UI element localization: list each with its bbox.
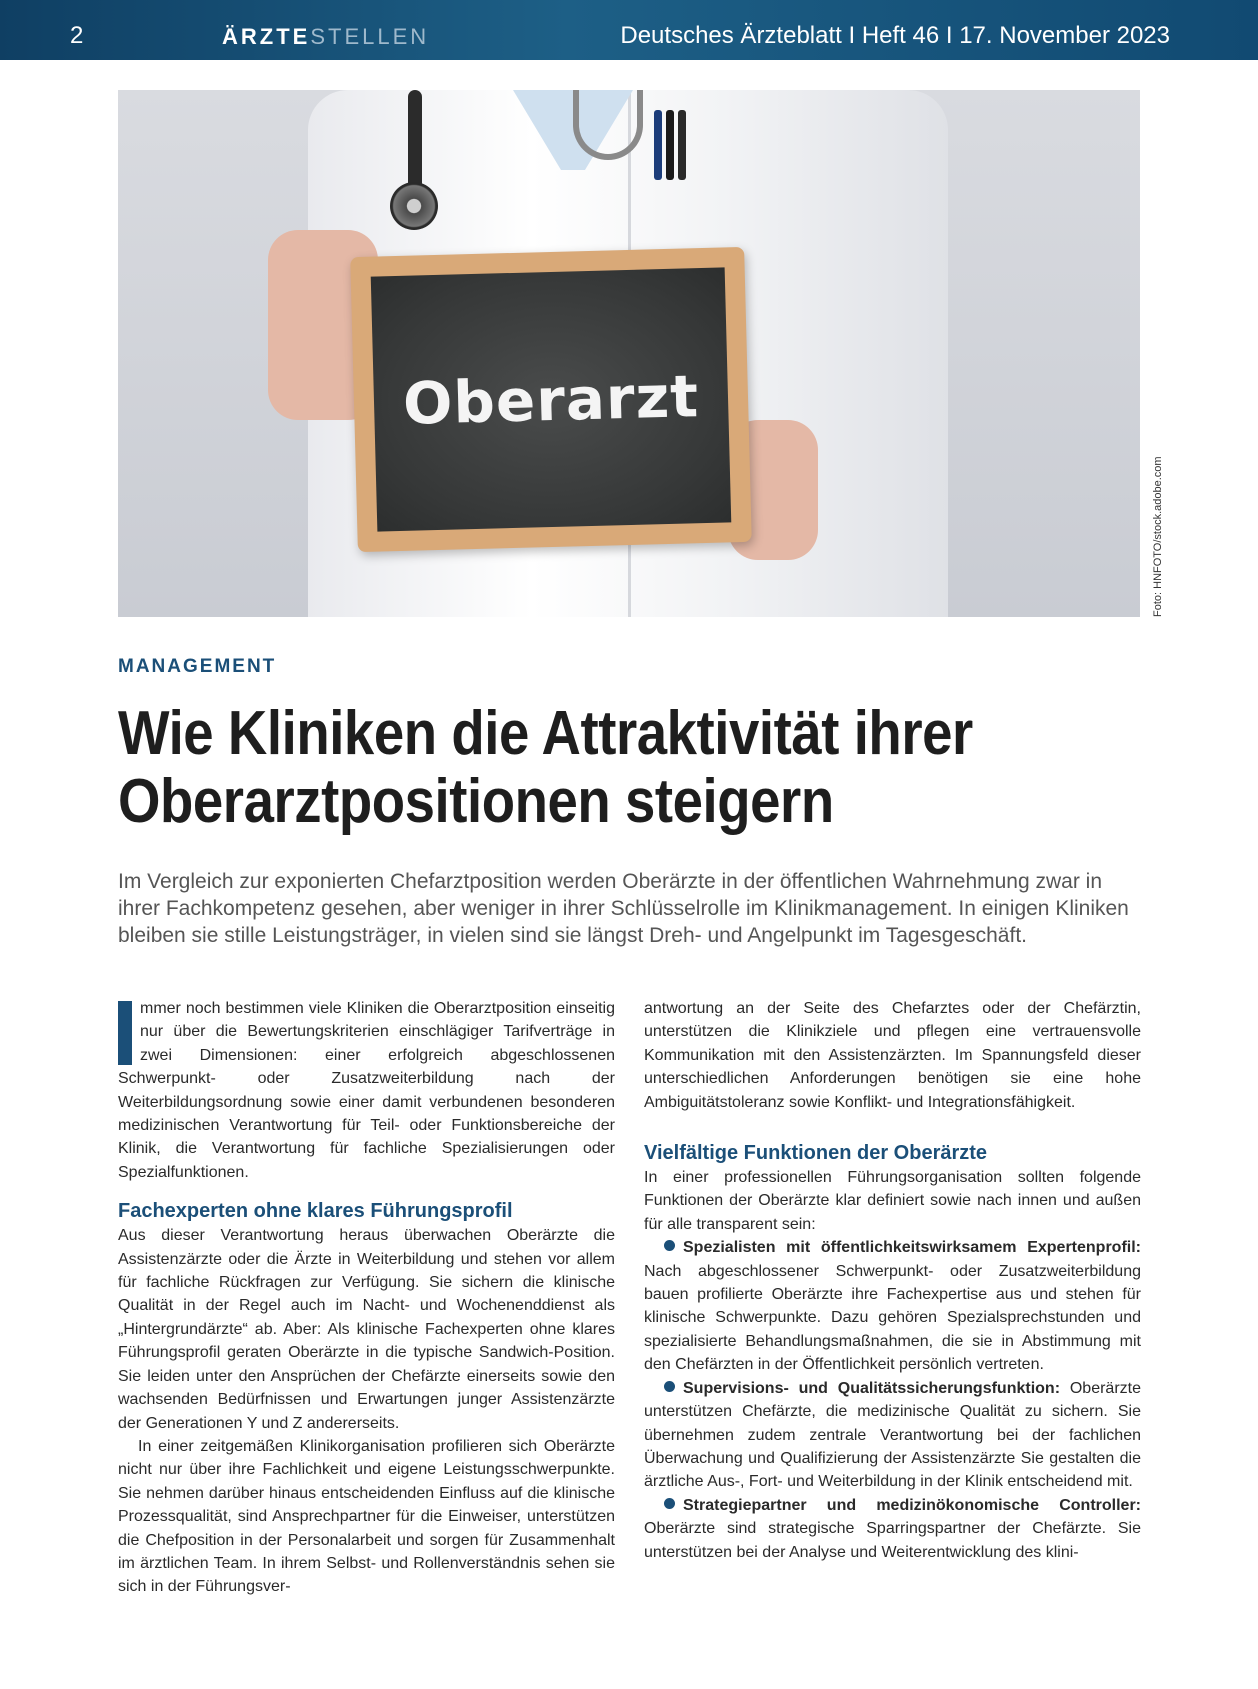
paragraph: Aus dieser Verantwortung heraus überwachen Oberärzte die Assistenzärzte oder die Ärzte in Weiterbildung und stehen vor allem für fachliche Rückfragen zur Verfügung. Sie sichern die klinische Qualität in der Regel auch im Nacht- und Wochenenddienst als „Hintergrundärzte“ ab. Aber: Als klinische Fachexperten ohne klares Führungsprofil geraten Oberärzte in die typische Sandwich-Position. Sie leiden unter den Ansprüchen der Chefärzte einerseits sowie den wachsenden Bedürfnissen und Erwartungen junger Assistenzärzte der Generationen Y und Z andererseits. bbox=[118, 1227, 615, 1432]
bullet-icon bbox=[664, 1498, 675, 1509]
page-header bbox=[0, 0, 1258, 60]
section-kicker: MANAGEMENT bbox=[118, 656, 277, 677]
subheading: Fachexperten ohne klares Führungsprofil bbox=[118, 1200, 513, 1223]
brand-part1: ÄRZTE bbox=[222, 24, 311, 49]
article-title: Wie Kliniken die Attraktivität ihrer Oberarztpositionen steigern bbox=[118, 699, 973, 836]
paragraph: In einer professionellen Führungsorganisation sollten folgende Funktionen der Oberärzte klar definiert sowie nach innen und außen für alle transparent sein: bbox=[644, 1169, 1141, 1233]
subheading: Vielfältige Funktionen der Oberärzte bbox=[644, 1142, 988, 1165]
bullet-item: Spezialisten mit öffentlichkeitswirksamem Expertenprofil: Nach abgeschlossener Schwerpunkt- oder Zusatzweiterbildung bauen profilierte Oberärzte ihre Fachexpertise aus und stehen für klinische Schwerpunkte. Dazu gehören Spezialsprechstunden und spezialisierte Behandlungsmaßnahmen, die sie in Abstimmung mit den Chefärzten in der Öffentlichkeit persönlich vertreten. bbox=[644, 1239, 1141, 1374]
photo-credit: Foto: HNFOTO/stock.adobe.com bbox=[1152, 456, 1164, 617]
column-left bbox=[118, 997, 615, 1599]
bullet-item: Strategiepartner und medizinökonomische Controller: Oberärzte sind strategische Sparringspartner der Chefärzte. Sie unterstützen bei der Analyse und Weiterentwicklung des klini- bbox=[644, 1496, 1141, 1561]
column-right bbox=[644, 997, 1141, 1564]
chalkboard bbox=[350, 247, 752, 552]
chalkboard-text: Oberarzt bbox=[402, 361, 700, 438]
paragraph: antwortung an der Seite des Chefarztes oder der Chefärztin, unterstützen die Klinikziele und pflegen eine vertrauensvolle Kommunikation mit den Assistenzärzten. Im Spannungsfeld dieser unterschiedlichen Anforderungen benötigen sie eine hohe Ambiguitätstoleranz sowie Konflikt- und Integrationsfähigkeit. bbox=[644, 1000, 1141, 1111]
paragraph: mmer noch bestimmen viele Kliniken die Oberarztposition einseitig nur über die Bewertungskriterien einschlägiger Tarifverträge in zwei Dimensionen: einer erfolgreich abgeschlossenen Schwerpunkt- oder Zusatzweiterbildung nach der Weiterbildungsordnung sowie einer damit verbundenen besonderen medizinischen Verantwortung für Teil- oder Funktionsbereiche der Klinik, die Verantwortung für fachliche Spezialisierungen oder Spezialfunktionen. bbox=[118, 1000, 615, 1181]
bullet-icon bbox=[664, 1381, 675, 1392]
article-photo bbox=[118, 90, 1140, 617]
masthead: Deutsches Ärzteblatt I Heft 46 I 17. November 2023 bbox=[620, 22, 1170, 49]
bullet-item: Supervisions- und Qualitätssicherungsfunktion: Oberärzte unterstützen Chefärzte, die medizinische Qualität zu sichern. Sie übernehmen zudem zentrale Verantwortung bei der fachlichen Überwachung und Qualifizierung der Assistenzärzte Sie gestalten die ärztliche Aus-, Fort- und Weiterbildung in der Klinik entscheidend mit. bbox=[644, 1379, 1141, 1491]
brand-part2: STELLEN bbox=[310, 24, 430, 49]
dropcap-bar bbox=[118, 1001, 132, 1065]
stethoscope-icon bbox=[408, 90, 422, 190]
paragraph: In einer zeitgemäßen Klinikorganisation profilieren sich Oberärzte nicht nur über ihre Fachlichkeit und eigene Leistungsschwerpunkte. Sie nehmen darüber hinaus entscheidenden Einfluss auf die klinische Prozessqualität, sind Ansprechpartner für die Einweiser, unterstützen die Chefposition in der Personalarbeit und sorgen für Zusammenhalt im ärztlichen Team. In ihrem Selbst- und Rollenverständnis sehen sie sich in der Führungsver- bbox=[118, 1437, 615, 1596]
page-number: 2 bbox=[70, 22, 84, 49]
bullet-icon bbox=[664, 1240, 675, 1251]
article-lead: Im Vergleich zur exponierten Chefarztposition werden Oberärzte in der öffentlichen Wahrnehmung zwar in ihrer Fachkompetenz gesehen, aber weniger in ihrer Schlüsselrolle im Klinikmanagement. In einigen Kliniken bleiben sie stille Leistungsträger, in vielen sind sie längst Dreh- und Angelpunkt im Tagesgeschäft. bbox=[118, 870, 1129, 947]
brand-logo bbox=[222, 24, 429, 50]
